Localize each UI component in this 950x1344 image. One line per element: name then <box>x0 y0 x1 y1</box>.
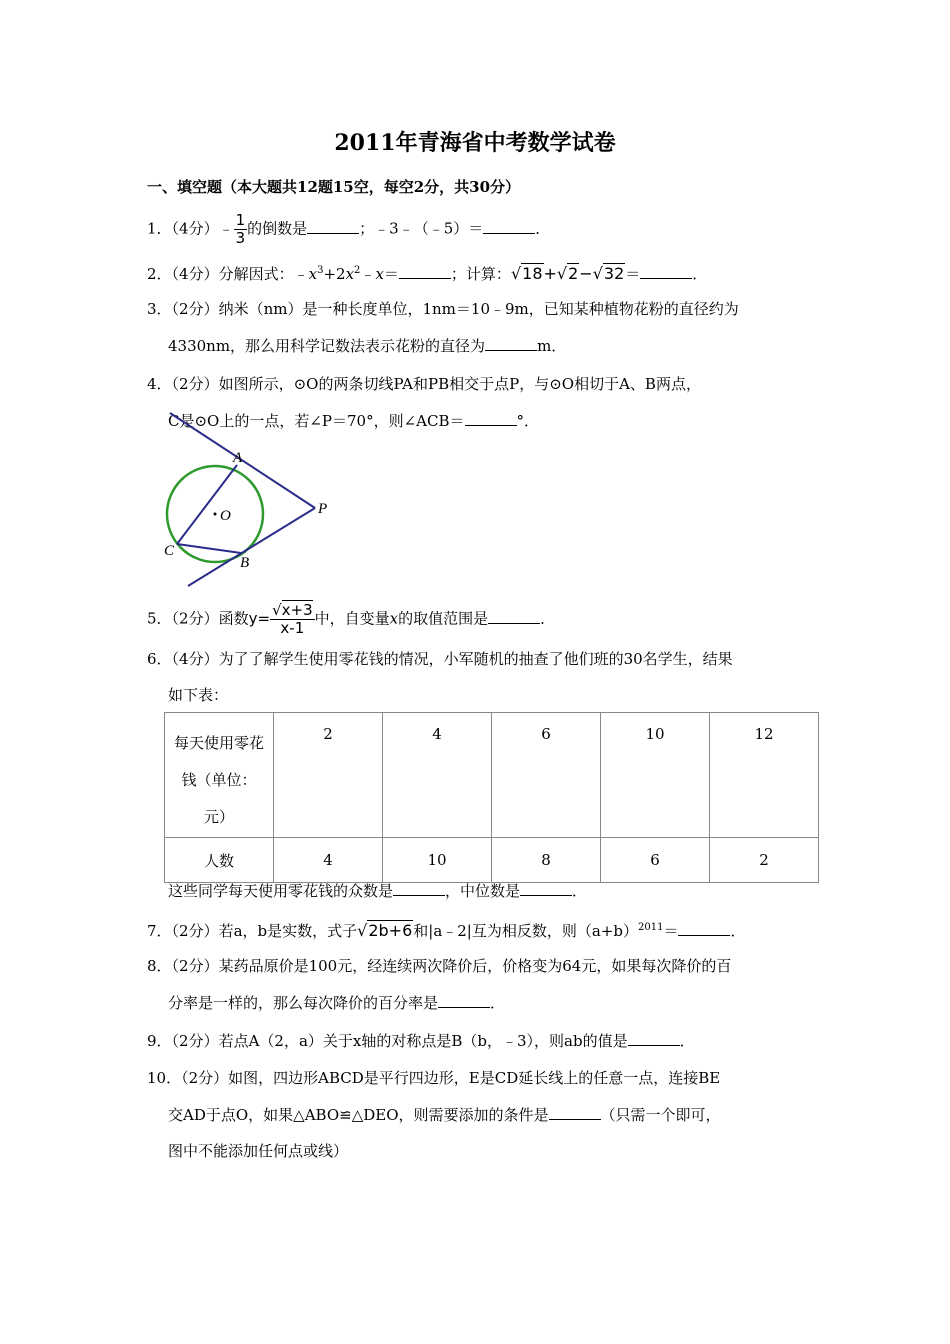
table-cell: 6 <box>601 838 710 883</box>
question-6-followup <box>168 879 587 902</box>
minus-sign: ﹣ <box>218 219 234 238</box>
question-text: ＝ <box>383 265 399 283</box>
question-text: ＝ <box>625 265 641 283</box>
question-number: 10． <box>147 1069 182 1087</box>
radicand: 2 <box>568 264 579 283</box>
radicand: 2b+6 <box>368 921 413 940</box>
question-8 <box>147 955 731 1014</box>
question-text: ，中位数是 <box>445 882 521 900</box>
exponent: 2011 <box>637 922 664 933</box>
tangent-pb <box>188 508 315 586</box>
table-header-cell <box>165 713 274 838</box>
question-6 <box>147 648 733 706</box>
question-number: 4． <box>147 375 172 393</box>
question-text: 交AD于点O，如果△ABO≌△DEO，则需要添加的条件是 <box>168 1106 549 1124</box>
table-cell: 4 <box>383 713 492 838</box>
answer-blank[interactable] <box>399 262 451 279</box>
variable: x <box>389 609 399 628</box>
question-10 <box>147 1067 721 1162</box>
label-o: O <box>220 508 231 524</box>
question-score: （2分） <box>171 922 219 940</box>
question-3 <box>147 298 739 357</box>
label-c: C <box>164 543 175 559</box>
question-text: 若a，b是实数，式子 <box>218 922 358 940</box>
question-2: 2．（4分）分解因式：$﹣x^3+2x^2﹣x=$ ；计算：√18+√2−√32＝ ． <box>147 264 708 283</box>
question-text: 图中不能添加任何点或线） <box>168 1142 349 1160</box>
question-9 <box>147 1029 695 1052</box>
question-score: （2分） <box>181 1069 229 1087</box>
data-table <box>164 712 819 883</box>
answer-blank[interactable] <box>640 262 692 279</box>
question-number: 6． <box>147 650 172 668</box>
radicand: 18 <box>522 264 543 283</box>
tangent-pa <box>170 413 315 508</box>
question-text: ． <box>692 265 708 283</box>
question-text: 4330nm，那么用科学记数法表示花粉的直径为 <box>168 337 486 355</box>
question-number: 2． <box>147 265 172 283</box>
question-text: 纳米（nm）是一种长度单位，1nm＝10﹣9m，已知某种植物花粉的直径约为 <box>218 300 739 318</box>
table-row <box>165 713 819 838</box>
question-text: 和|a﹣2|互为相反数，则（a+b） <box>413 922 638 940</box>
question-score: （4分） <box>171 265 219 283</box>
fraction-denominator: x-1 <box>280 619 305 637</box>
radicand: 32 <box>603 264 625 283</box>
table-cell: 10 <box>383 838 492 883</box>
question-text: ． <box>490 994 506 1012</box>
fraction-denominator: 3 <box>235 229 246 247</box>
question-text: 这些同学每天使用零花钱的众数是 <box>168 882 394 900</box>
question-text: 函数 <box>218 609 249 628</box>
question-score: （2分） <box>171 957 219 975</box>
answer-blank[interactable] <box>307 217 359 234</box>
section-heading: 一、填空题（本大题共12题15空，每空2分，共30分） <box>147 178 521 196</box>
question-text: 如图所示，⊙O的两条切线PA和PB相交于点P，与⊙O相切于A、B两点， <box>218 375 701 393</box>
question-text: 某药品原价是100元，经连续两次降价后，价格变为64元，如果每次降价的百 <box>218 957 732 975</box>
table-cell: 2 <box>274 713 383 838</box>
question-text: 分解因式：﹣ <box>218 265 309 283</box>
header-line: 钱（单位： <box>181 771 257 789</box>
label-b: B <box>240 555 250 571</box>
question-text: 为了了解学生使用零花钱的情况，小军随机的抽查了他们班的30名学生，结果 <box>218 650 733 668</box>
table-cell: 4 <box>274 838 383 883</box>
question-text: ． <box>679 1032 695 1050</box>
question-text: 的倒数是 <box>247 219 308 238</box>
fraction <box>270 602 315 637</box>
table-cell: 6 <box>492 713 601 838</box>
function-y: y= <box>248 609 271 628</box>
question-score: （2分） <box>171 609 219 628</box>
header-line: 每天使用零花 <box>173 734 264 752</box>
answer-blank[interactable] <box>393 879 445 896</box>
question-text: 的取值范围是 <box>398 609 489 628</box>
answer-blank[interactable] <box>549 1103 601 1120</box>
header-line: 元） <box>203 808 234 826</box>
question-5 <box>147 602 555 637</box>
question-1 <box>147 212 550 247</box>
circle-tangent-figure <box>160 406 340 591</box>
question-text: 如图，四边形ABCD是平行四边形，E是CD延长线上的任意一点，连接BE <box>228 1069 721 1087</box>
answer-blank[interactable] <box>628 1029 680 1046</box>
table-cell: 10 <box>601 713 710 838</box>
sqrt-expression: √2b+6 <box>357 921 413 940</box>
question-text: ；计算： <box>450 265 511 283</box>
question-7 <box>147 917 745 942</box>
question-text: ． <box>540 609 556 628</box>
answer-blank[interactable] <box>465 409 517 426</box>
question-text: °． <box>516 412 540 430</box>
question-score: （2分） <box>171 375 219 393</box>
answer-blank[interactable] <box>438 991 490 1008</box>
answer-blank[interactable] <box>483 217 535 234</box>
page-title: 2011年青海省中考数学试卷 <box>334 130 616 156</box>
label-a: A <box>233 450 243 466</box>
table-header-cell: 人数 <box>165 838 274 883</box>
radicand: x+3 <box>281 601 313 619</box>
question-text: 如下表： <box>168 686 229 704</box>
answer-blank[interactable] <box>520 879 572 896</box>
question-score: （2分） <box>171 300 219 318</box>
center-point <box>214 513 217 516</box>
answer-blank[interactable] <box>485 334 537 351</box>
question-score: （4分） <box>171 219 219 238</box>
answer-blank[interactable] <box>488 607 540 624</box>
question-number: 8． <box>147 957 172 975</box>
question-text: ＝ <box>663 922 679 940</box>
label-p: P <box>318 501 328 517</box>
question-text: m． <box>537 337 567 355</box>
question-number: 7． <box>147 922 172 940</box>
question-text: ；﹣3﹣（﹣5）＝ <box>359 219 484 238</box>
question-score: （4分） <box>171 650 219 668</box>
table-cell: 8 <box>492 838 601 883</box>
question-text: ． <box>535 219 551 238</box>
question-text: ． <box>730 922 746 940</box>
question-text: （只需一个即可， <box>600 1106 721 1124</box>
fraction-numerator: √x+3 <box>272 601 313 619</box>
question-number: 9． <box>147 1032 172 1050</box>
question-number: 3． <box>147 300 172 318</box>
fraction-numerator: 1 <box>235 211 246 229</box>
question-text: 分率是一样的，那么每次降价的百分率是 <box>168 994 439 1012</box>
question-text: 中，自变量 <box>314 609 390 628</box>
table-cell: 2 <box>710 838 819 883</box>
sqrt-expression: √18+√2−√32 <box>510 264 625 283</box>
question-text: C是⊙O上的一点，若∠P＝70°，则∠ACB＝ <box>168 412 465 430</box>
question-number: 1． <box>147 219 172 238</box>
question-number: 5． <box>147 609 172 628</box>
question-text: 若点A（2，a）关于x轴的对称点是B（b，﹣3），则ab的值是 <box>218 1032 628 1050</box>
fraction <box>234 212 248 247</box>
question-text: ． <box>572 882 588 900</box>
answer-blank[interactable] <box>678 919 730 936</box>
table-cell: 12 <box>710 713 819 838</box>
table-row <box>165 838 819 883</box>
question-score: （2分） <box>171 1032 219 1050</box>
